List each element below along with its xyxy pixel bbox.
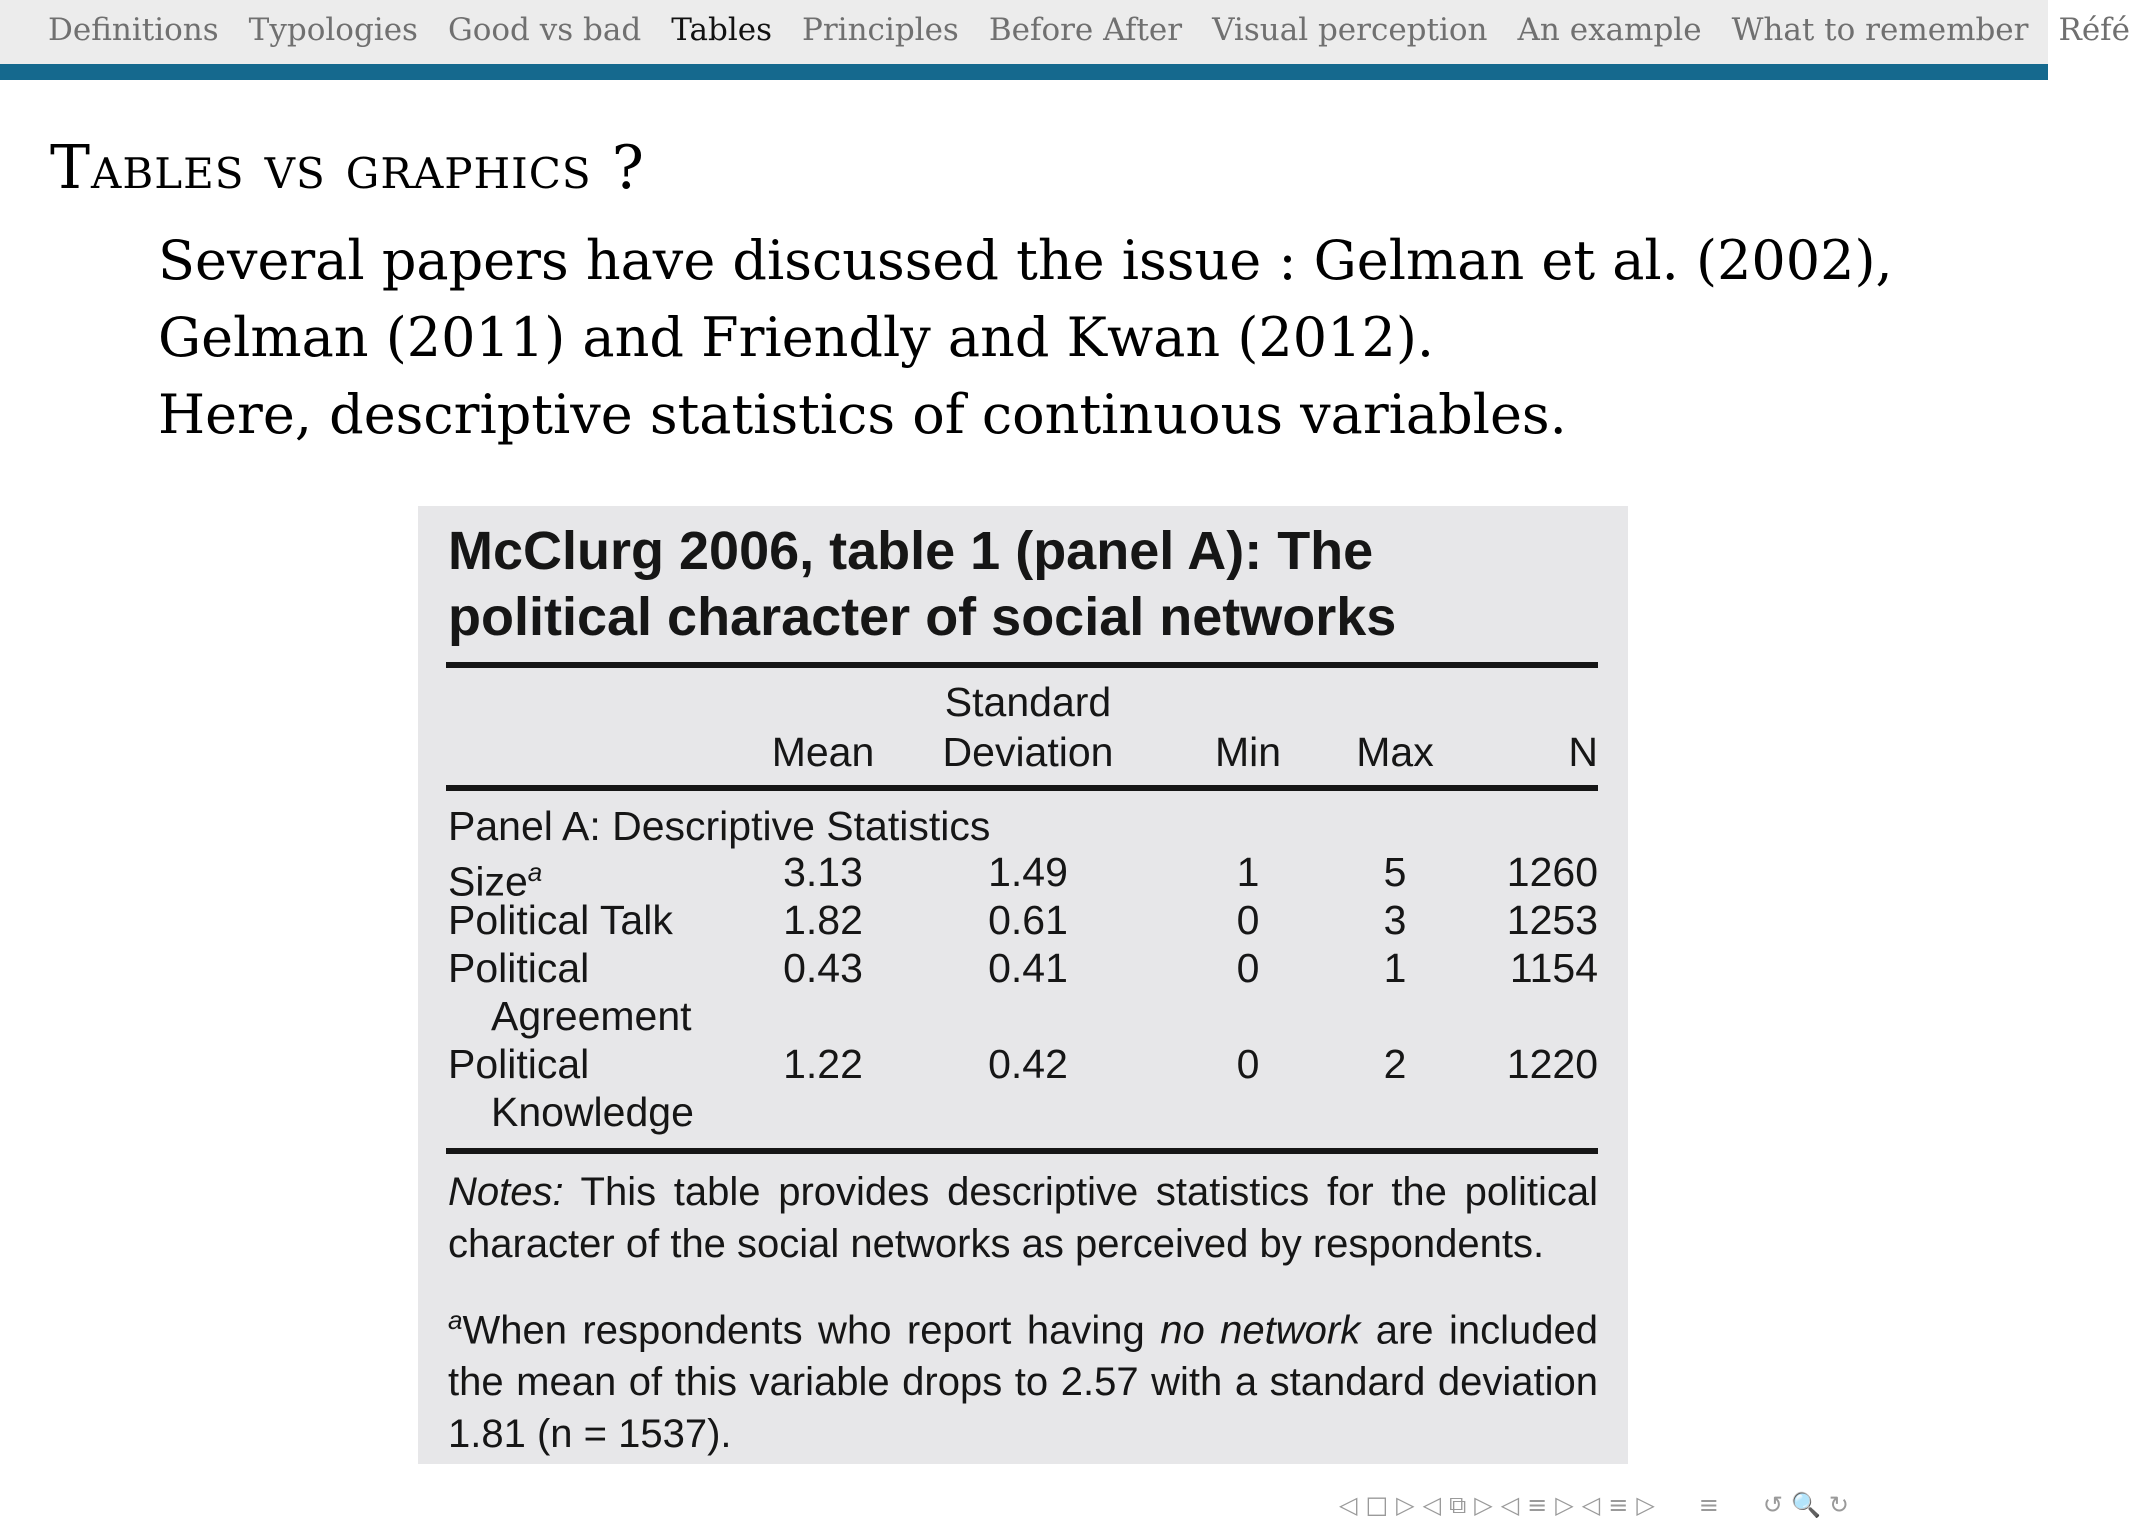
body-line: Gelman (2011) and Friendly and Kwan (2012).: [158, 306, 1435, 369]
table-figure: [418, 506, 1628, 1464]
footnote-post: are included the mean of this variable drops to 2.57 with a standard deviation 1.81 (n = 1537).: [448, 1308, 1598, 1457]
nav-symbol-icon[interactable]: ▷: [1555, 1491, 1574, 1519]
cell-min: 0: [1236, 897, 1260, 943]
table-footnote: [448, 1294, 1598, 1460]
row-label: [448, 896, 673, 944]
cell-n: 1220: [1506, 1041, 1598, 1087]
cell-max: 3: [1383, 897, 1407, 943]
nav-symbol-icon[interactable]: ◁: [1500, 1491, 1520, 1519]
row-label-text: Political: [448, 945, 590, 991]
header-sd-line1: Standard: [944, 679, 1112, 725]
cell-n: 1253: [1506, 897, 1598, 943]
nav-symbol-icon[interactable]: ≡: [1698, 1491, 1719, 1519]
notes-text: This table provides descriptive statistics for the political character of the social networks as perceived by respondents.: [448, 1170, 1598, 1266]
cell-sd: 1.49: [988, 849, 1068, 895]
row-label-continuation: Agreement: [491, 993, 692, 1039]
nav-item[interactable]: Definitions: [48, 12, 219, 48]
table-header-rule: [446, 785, 1598, 791]
header-min: Min: [1214, 729, 1282, 775]
panel-label: Panel A: Descriptive Statistics: [448, 803, 991, 849]
header-n: N: [1568, 729, 1598, 775]
nav-symbol-icon[interactable]: ◁: [1339, 1491, 1358, 1519]
cell-mean: 1.22: [783, 1041, 863, 1087]
row-label: [448, 1040, 589, 1088]
table-top-rule: [446, 662, 1598, 668]
notes-label: Notes:: [448, 1170, 564, 1214]
cell-min: 1: [1236, 849, 1260, 895]
header-mean: Mean: [771, 729, 875, 775]
cell-min: 0: [1236, 1041, 1260, 1087]
footnote-italic: no network: [1160, 1308, 1361, 1353]
header-sd-line2: Deviation: [942, 729, 1114, 775]
nav-symbol-icon[interactable]: ≡: [1527, 1491, 1548, 1519]
nav-item[interactable]: Before After: [988, 12, 1183, 48]
cell-sd: 0.61: [988, 897, 1068, 943]
row-label-text: Political: [448, 1041, 590, 1087]
table-title-line: political character of social networks: [448, 587, 1397, 647]
table-title: [448, 518, 1598, 650]
table-title-line: McClurg 2006, table 1 (panel A): The: [448, 521, 1374, 581]
nav-item[interactable]: Typologies: [248, 12, 418, 48]
nav-item[interactable]: Good vs bad: [447, 12, 642, 48]
table-bottom-rule: [446, 1148, 1598, 1154]
nav-symbol-icon[interactable]: ↺: [1762, 1491, 1784, 1519]
row-label: [448, 944, 589, 992]
row-label-text: Political Talk: [448, 897, 673, 943]
cell-n: 1154: [1509, 945, 1598, 991]
nav-item[interactable]: Visual perception: [1212, 12, 1488, 48]
cell-max: 5: [1383, 849, 1407, 895]
row-label-text: Size: [448, 858, 528, 905]
header-max: Max: [1356, 729, 1434, 775]
nav-symbol-icon[interactable]: ◁: [1581, 1491, 1601, 1519]
nav-item[interactable]: What to remember: [1731, 12, 2029, 48]
nav-symbol-icon[interactable]: ◁: [1422, 1491, 1442, 1519]
row-label-continuation: Knowledge: [491, 1089, 694, 1135]
nav-symbol-icon[interactable]: ≡: [1608, 1491, 1629, 1519]
cell-min: 0: [1236, 945, 1260, 991]
slide-title: Tables vs graphics ?: [50, 133, 645, 203]
nav-symbol-icon[interactable]: ▷: [1474, 1491, 1493, 1519]
nav-symbol-icon[interactable]: ▷: [1636, 1491, 1655, 1519]
nav-symbol-icon[interactable]: 🔍: [1791, 1491, 1821, 1519]
slide-body: [158, 222, 2018, 453]
cell-n: 1260: [1506, 849, 1598, 895]
beamer-navigation: [1335, 1488, 1853, 1522]
cell-mean: 3.13: [783, 849, 863, 895]
footnote-marker: a: [448, 1305, 463, 1335]
navbar-rule: [0, 64, 2048, 80]
table-notes: [448, 1166, 1598, 1270]
nav-item[interactable]: Principles: [801, 12, 959, 48]
cell-max: 1: [1383, 945, 1407, 991]
cell-sd: 0.42: [988, 1041, 1068, 1087]
nav-items: [48, 8, 2130, 52]
cell-max: 2: [1383, 1041, 1407, 1087]
cell-sd: 0.41: [988, 945, 1068, 991]
cell-mean: 0.43: [783, 945, 863, 991]
nav-symbol-icon[interactable]: ▷: [1396, 1491, 1415, 1519]
cell-mean: 1.82: [783, 897, 863, 943]
nav-symbol-icon[interactable]: ↻: [1828, 1491, 1850, 1519]
nav-symbol-icon[interactable]: ⧉: [1449, 1491, 1467, 1519]
section-navbar: [0, 0, 2130, 64]
body-line: Several papers have discussed the issue : Gelman et al. (2002),: [158, 229, 1893, 292]
nav-item[interactable]: Tables: [671, 12, 772, 48]
row-label-footnote-marker: a: [527, 857, 543, 887]
footnote-pre: When respondents who report having: [462, 1308, 1161, 1353]
body-line: Here, descriptive statistics of continuous variables.: [158, 383, 1567, 446]
nav-item[interactable]: An example: [1517, 12, 1702, 48]
nav-item[interactable]: Réfé: [2058, 12, 2130, 48]
nav-symbol-icon[interactable]: □: [1365, 1491, 1389, 1519]
